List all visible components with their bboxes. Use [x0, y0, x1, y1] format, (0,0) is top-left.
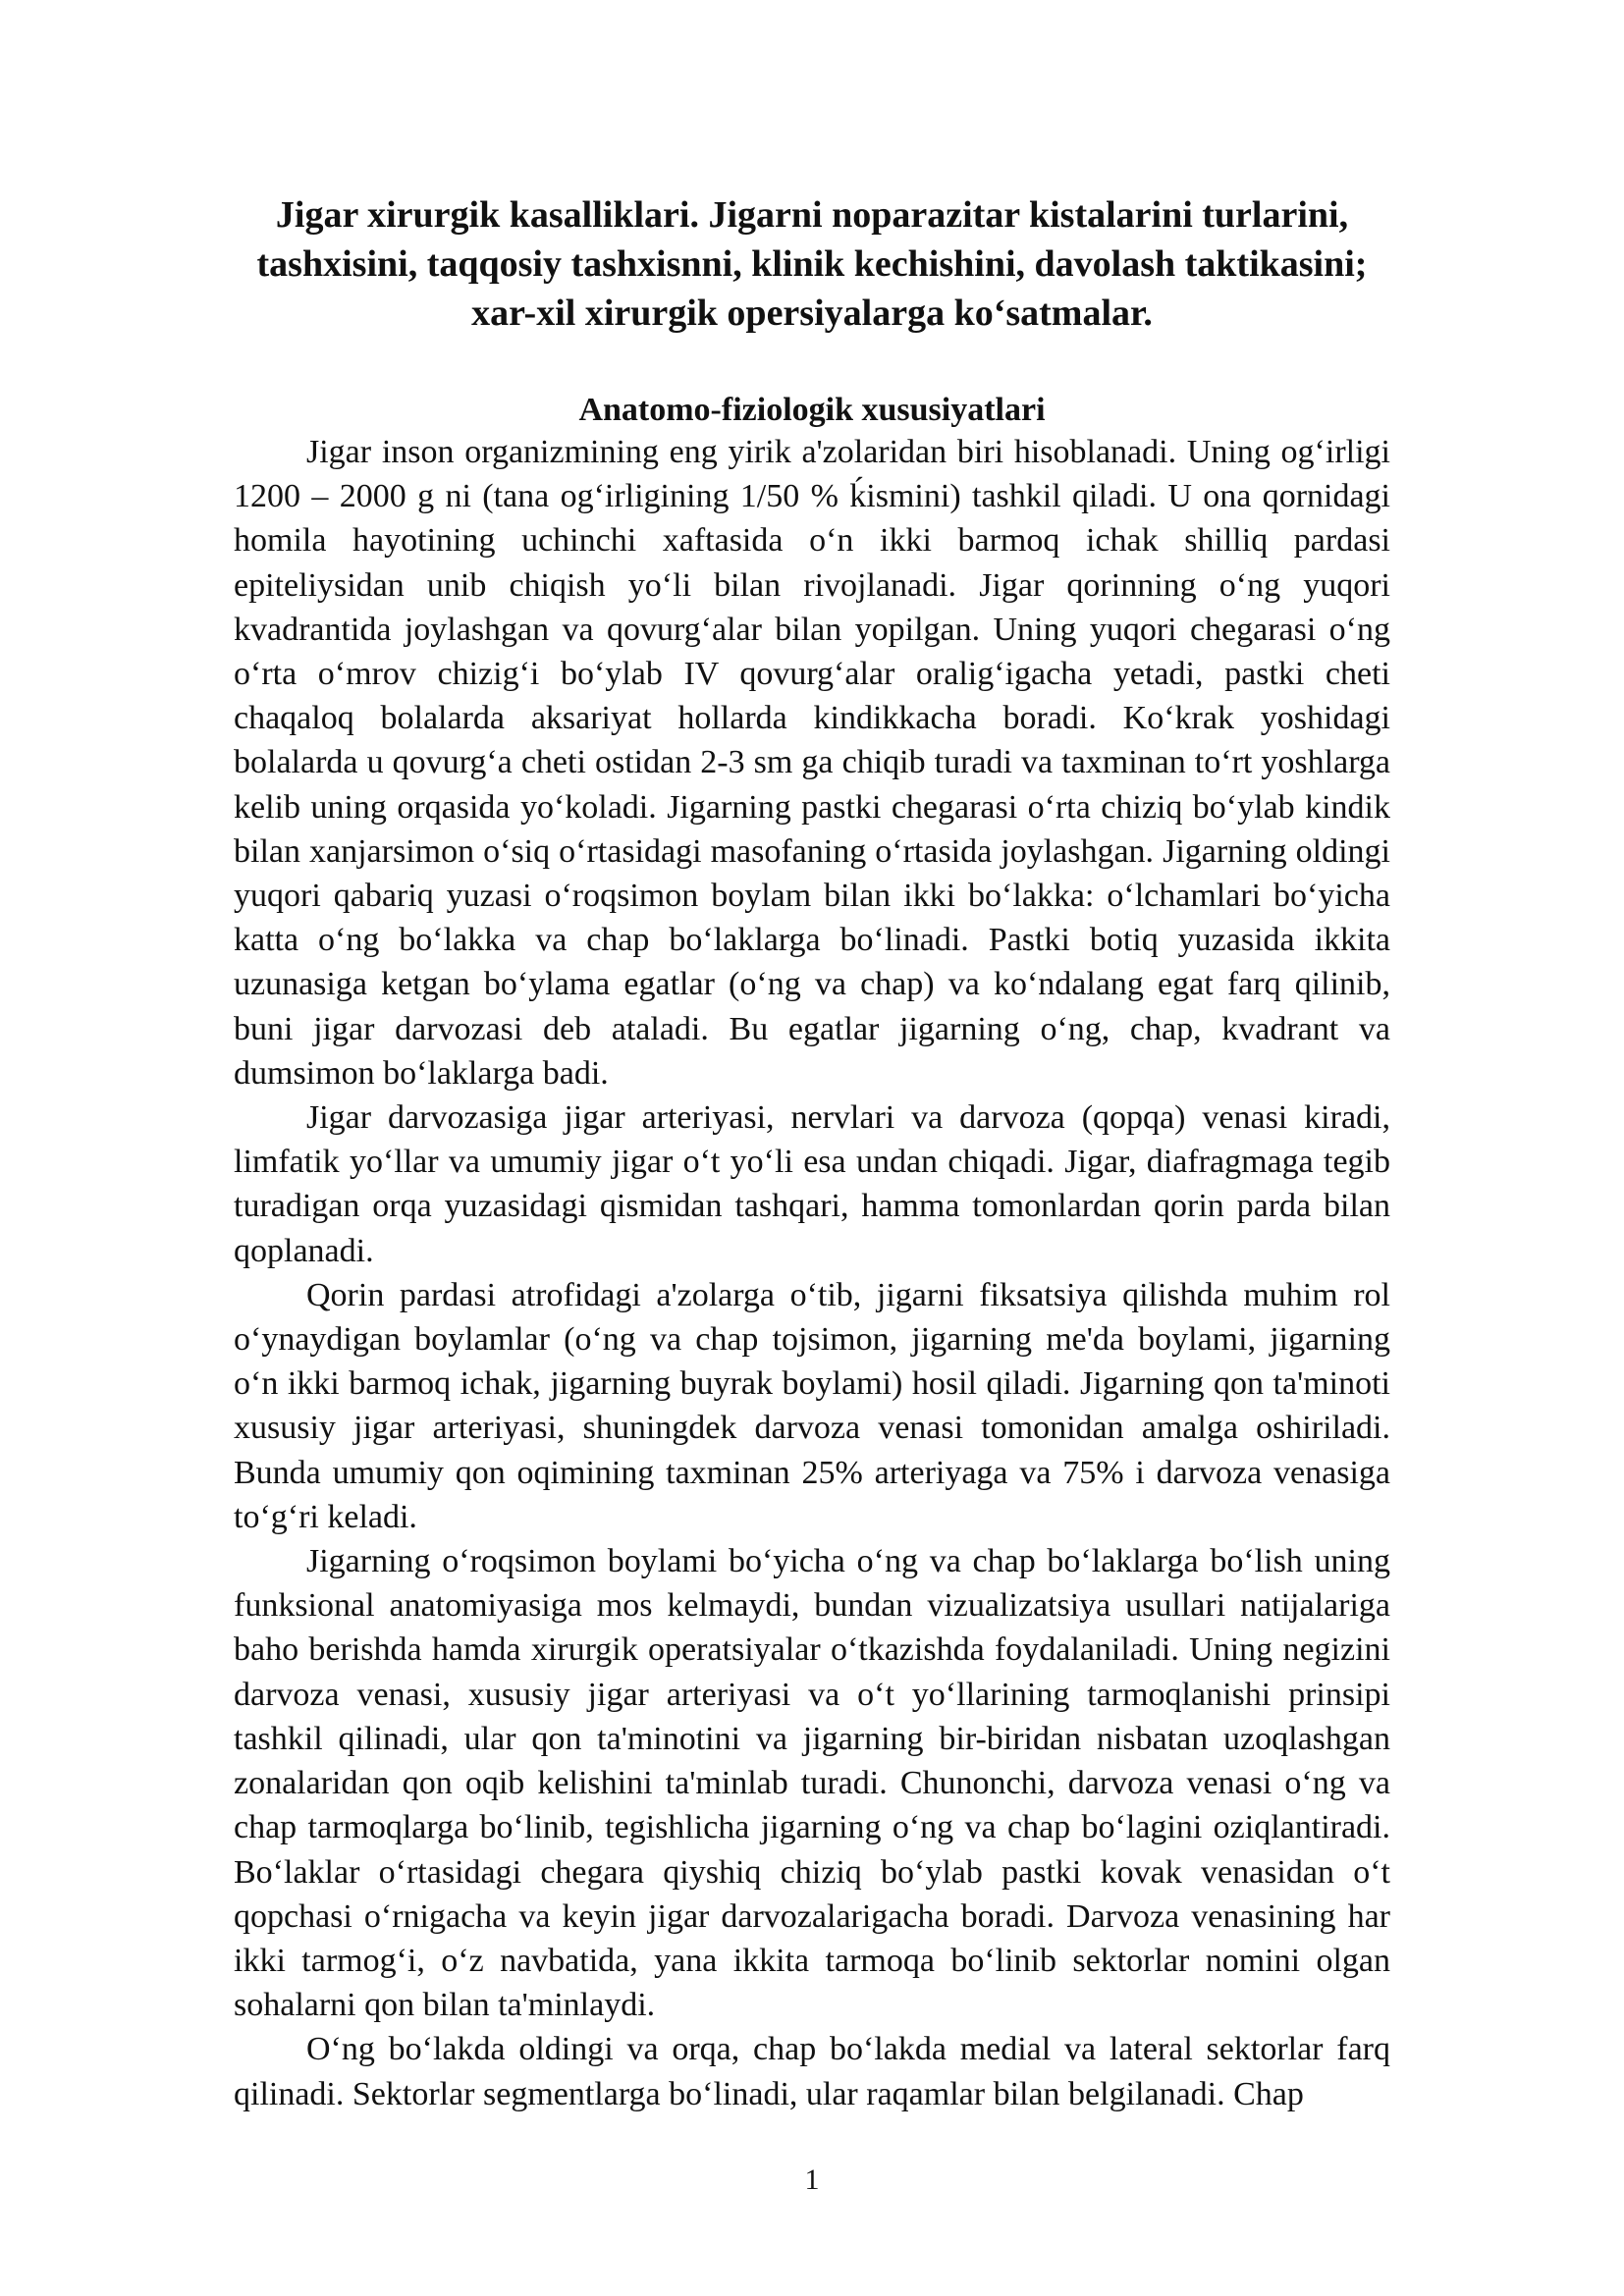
paragraph: Jigar darvozasiga jigar arteriyasi, nervlari va darvoza (qopqa) venasi kiradi, limfatik yo‘llar va umumiy jigar o‘t yo‘li esa undan chiqadi. Jigar, diafragmaga tegib turadigan orqa yuzasidagi qismidan tashqari, hamma tomonlardan qorin parda bilan qoplanadi. [234, 1099, 1390, 1269]
paragraph: Jigar inson organizmining eng yirik a'zolaridan biri hisoblanadi. Uning og‘irligi 1200 – 2000 g ni (tana og‘irligining 1/50 % ḱismini) tashkil qiladi. U ona qornidagi homila hayotining uchinchi xaftasida o‘n ikki barmoq ichak shilliq pardasi epiteliysidan unib chiqish yo‘li bilan rivojlanadi. Jigar qorinning o‘ng yuqori kvadrantida joylashgan va qovurg‘alar bilan yopilgan. Uning yuqori chegarasi o‘ng o‘rta o‘mrov chizig‘i bo‘ylab IV qovurg‘alar oralig‘igacha yetadi, pastki cheti chaqaloq bolalarda aksariyat hollarda kindikkacha boradi. Ko‘krak yoshidagi bolalarda u qovurg‘a cheti ostidan 2-3 sm ga chiqib turadi va taxminan to‘rt yoshlarga kelib uning orqasida yo‘koladi. Jigarning pastki chegarasi o‘rta chiziq bo‘ylab kindik bilan xanjarsimon o‘siq o‘rtasidagi masofaning o‘rtasida joylashgan. Jigarning oldingi yuqori qabariq yuzasi o‘roqsimon boylam bilan ikki bo‘lakka: o‘lchamlari bo‘yicha katta o‘ng bo‘lakka va chap bo‘laklarga bo‘linadi. Pastki botiq yuzasida ikkita uzunasiga ketgan bo‘ylama egatlar (o‘ng va chap) va ko‘ndalang egat farq qilinib, buni jigar darvozasi deb ataladi. Bu egatlar jigarning o‘ng, chap, kvadrant va dumsimon bo‘laklarga badi. [234, 434, 1390, 1092]
paragraph: Jigarning o‘roqsimon boylami bo‘yicha o‘ng va chap bo‘laklarga bo‘lish uning funksional anatomiyasiga mos kelmaydi, bundan vizualizatsiya usullari natijalariga baho berishda hamda xirurgik operatsiyalar o‘tkazishda foydalaniladi. Uning negizini darvoza venasi, xususiy jigar arteriyasi va o‘t yo‘llarining tarmoqlanishi prinsipi tashkil qilinadi, ular qon ta'minotini va jigarning bir-biridan nisbatan uzoqlashgan zonalaridan qon oqib kelishini ta'minlab turadi. Chunonchi, darvoza venasi o‘ng va chap tarmoqlarga bo‘linib, tegishlicha jigarning o‘ng va chap bo‘lagini oziqlantiradi. Bo‘laklar o‘rtasidagi chegara qiyshiq chiziq bo‘ylab pastki kovak venasidan o‘t qopchasi o‘rnigacha va keyin jigar darvozalarigacha boradi. Darvoza venasining har ikki tarmog‘i, o‘z navbatida, yana ikkita tarmoqa bo‘linib sektorlar nomini olgan sohalarni qon bilan ta'minlaydi. [234, 1543, 1390, 2024]
document-title: Jigar xirurgik kasalliklari. Jigarni noparazitar kistalarini turlarini, tashxisini, taqqosiy tashxisnni, klinik kechishini, davolash taktikasini; xar-xil xirurgik opersiyalarga ko‘satmalar. [256, 194, 1368, 334]
paragraph: O‘ng bo‘lakda oldingi va orqa, chap bo‘lakda medial va lateral sektorlar farq qilinadi. Sektorlar segmentlarga bo‘linadi, ular raqamlar bilan belgilanadi. Chap [234, 2031, 1390, 2112]
section-heading: Anatomo-fiziologik xususiyatlari [578, 392, 1046, 428]
page-number: 1 [804, 2163, 820, 2196]
paragraph: Qorin pardasi atrofidagi a'zolarga o‘tib, jigarni fiksatsiya qilishda muhim rol o‘ynaydigan boylamlar (o‘ng va chap tojsimon, jigarning me'da boylami, jigarning o‘n ikki barmoq ichak, jigarning buyrak boylami) hosil qiladi. Jigarning qon ta'minoti xususiy jigar arteriyasi, shuningdek darvoza venasi tomonidan amalga oshiriladi. Bunda umumiy qon oqimining taxminan 25% arteriyaga va 75% i darvoza venasiga to‘g‘ri keladi. [234, 1276, 1390, 1535]
body-text [234, 430, 1390, 2116]
